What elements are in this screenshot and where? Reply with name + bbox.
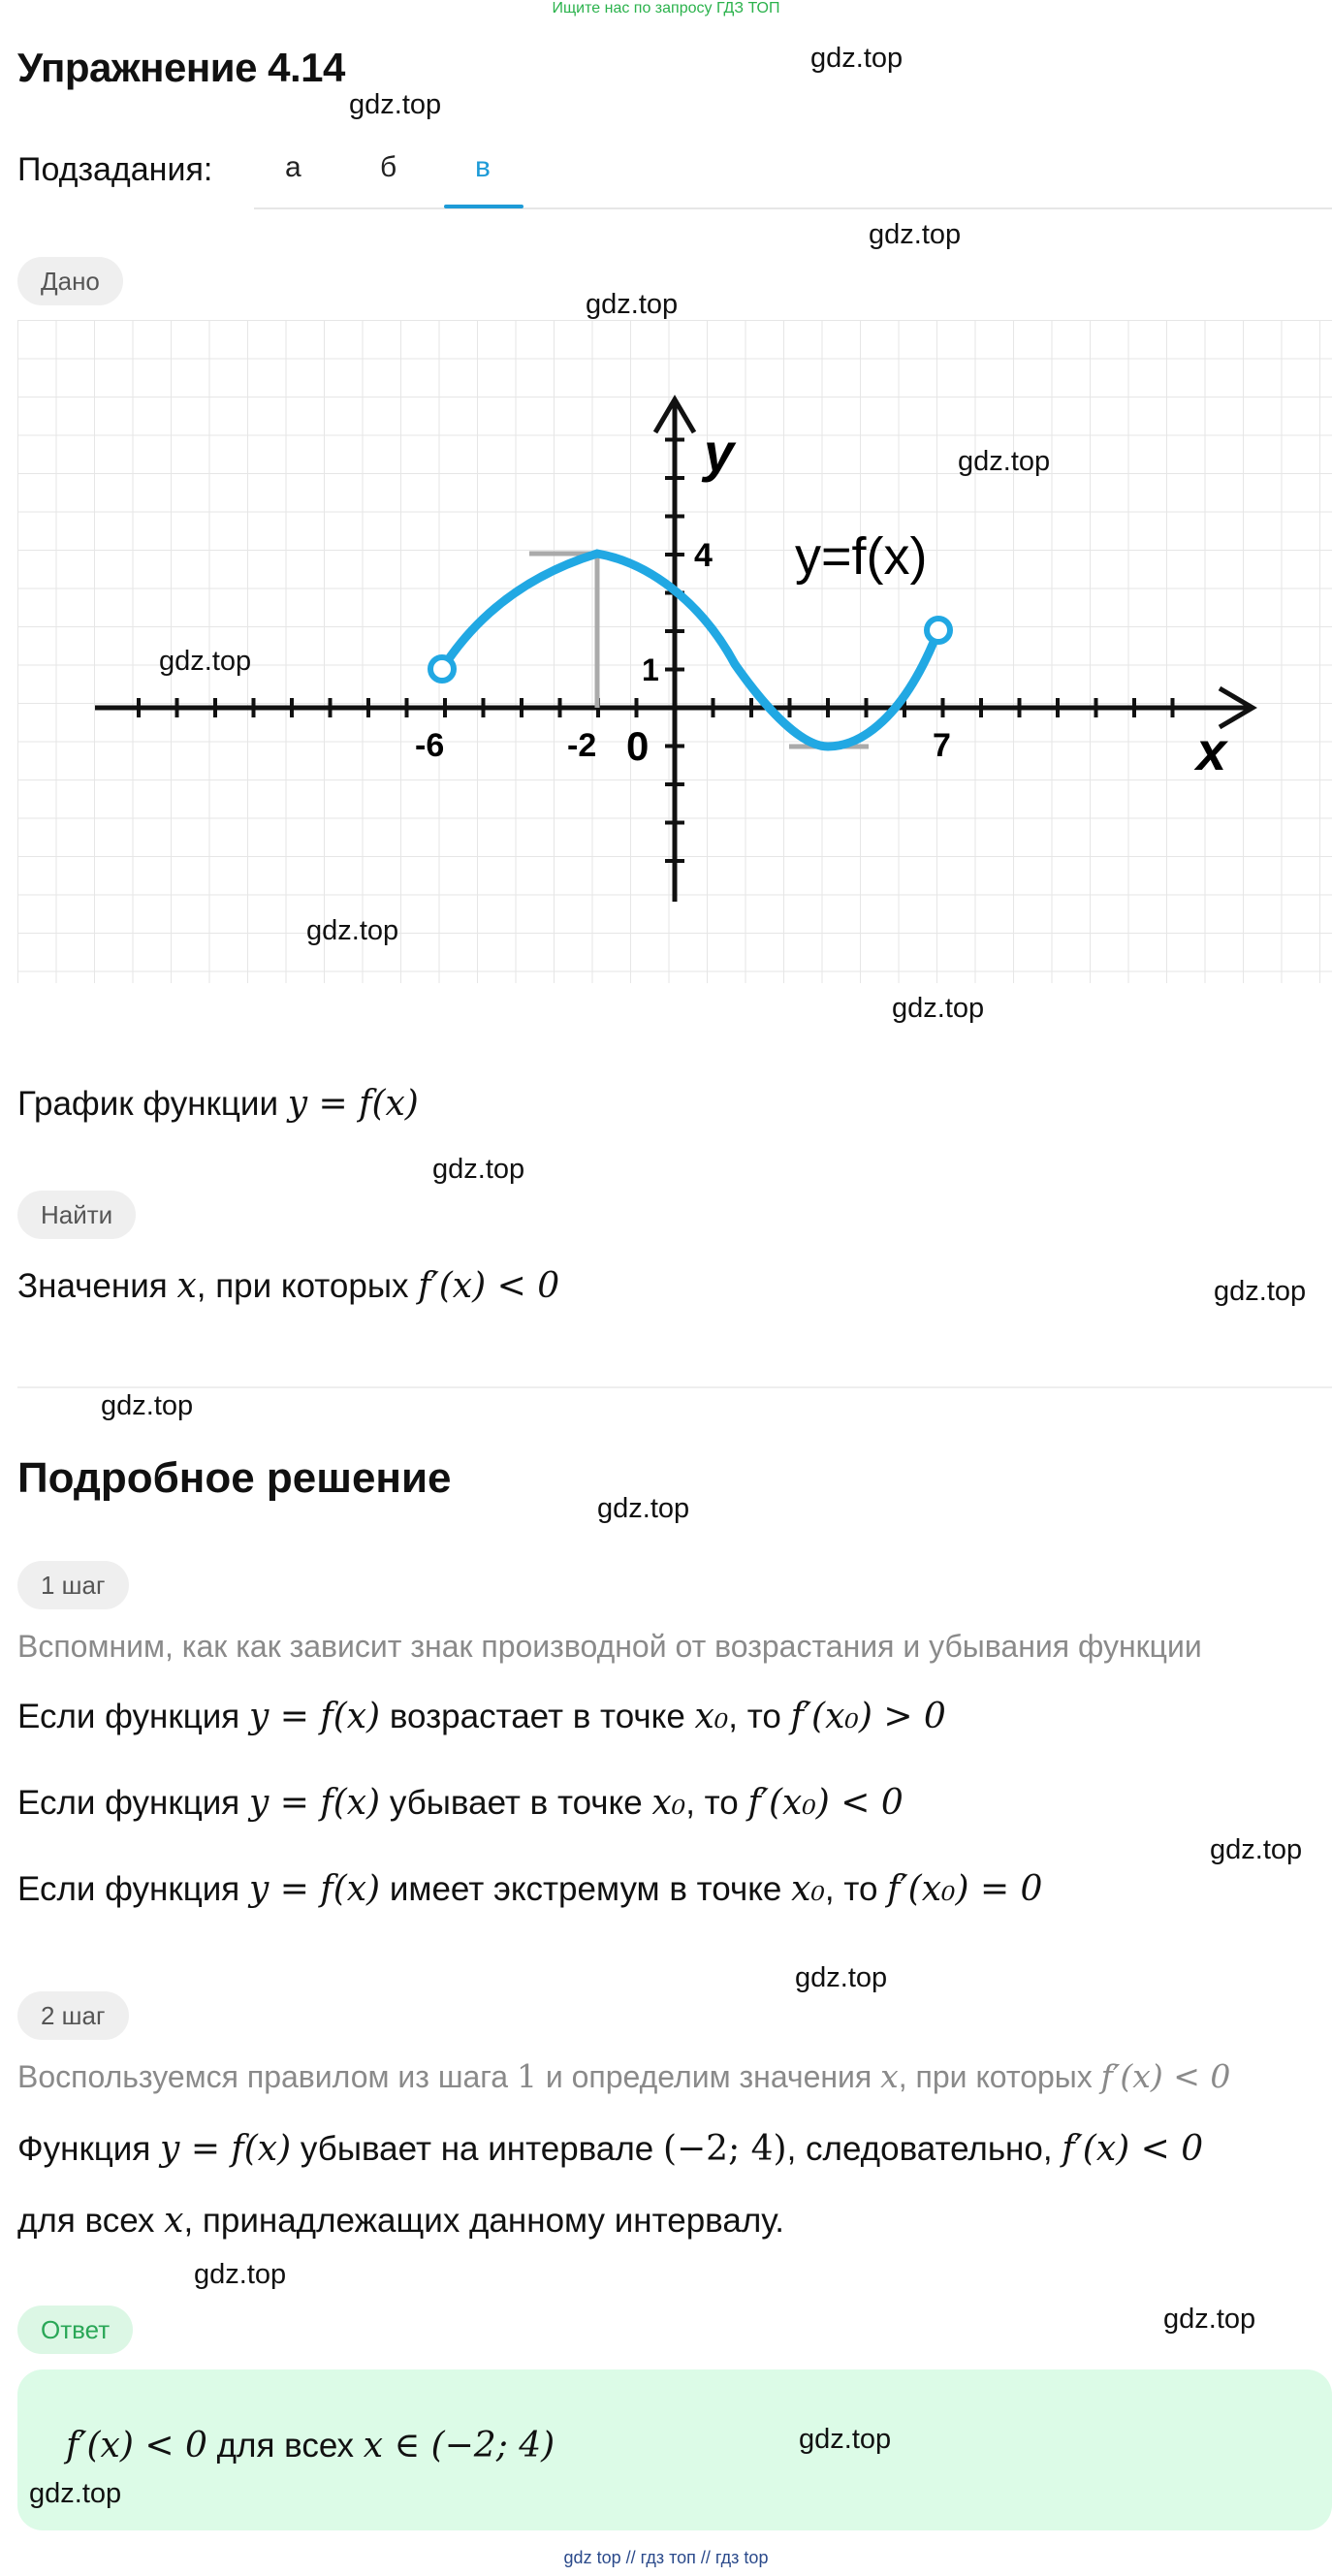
hint-text: Воспользуемся правилом из шага <box>17 2059 509 2094</box>
step1-hint: Вспомним, как как зависит знак производной от возрастания и убывания функции <box>17 1629 1202 1664</box>
section-divider <box>17 1386 1332 1388</box>
step2-line1 <box>17 2129 1203 2169</box>
rule-point: x₀ <box>694 1697 729 1736</box>
rule-decrease <box>17 1783 904 1823</box>
rule-formula: y = f(x) <box>248 1783 381 1823</box>
tab-b[interactable]: б <box>380 151 397 183</box>
hint-text: и определим значения <box>545 2059 872 2094</box>
tab-a[interactable]: а <box>285 151 301 183</box>
find-label-2: , при которых <box>196 1267 409 1305</box>
watermark: gdz.top <box>1214 1276 1307 1307</box>
watermark: gdz.top <box>432 1154 525 1185</box>
step2-var: x <box>164 2201 184 2241</box>
given-formula: y = f(x) <box>287 1084 419 1124</box>
step2-text: Функция <box>17 2130 151 2168</box>
find-formula: f′(x) < 0 <box>418 1266 560 1306</box>
step2-text: , следовательно, <box>786 2130 1053 2168</box>
solution-title: Подробное решение <box>17 1454 452 1502</box>
given-label: График функции <box>17 1085 278 1123</box>
watermark: gdz.top <box>958 446 1051 477</box>
given-text <box>17 1084 419 1124</box>
active-tab-indicator <box>444 205 523 208</box>
given-badge: Дано <box>17 257 123 305</box>
tab-v[interactable]: в <box>475 151 491 183</box>
rule-text: Если функция <box>17 1870 240 1908</box>
rule-text: имеет экстремум в точке <box>389 1870 782 1908</box>
find-text <box>17 1266 559 1306</box>
subtasks-label: Подзадания: <box>17 151 213 188</box>
rule-text: Если функция <box>17 1784 240 1822</box>
rule-text: , то <box>685 1784 739 1822</box>
step2-line2 <box>17 2201 784 2241</box>
watermark: gdz.top <box>810 43 904 74</box>
watermark: gdz.top <box>306 915 399 946</box>
rule-result: f′(x₀) < 0 <box>747 1783 904 1823</box>
watermark: gdz.top <box>159 646 252 677</box>
watermark: gdz.top <box>586 289 679 320</box>
rule-formula: y = f(x) <box>248 1697 381 1736</box>
step2-text: , принадлежащих данному интервалу. <box>183 2202 784 2240</box>
x-tick-label-7: 7 <box>933 727 951 764</box>
watermark: gdz.top <box>869 219 962 250</box>
watermark: gdz.top <box>194 2259 287 2290</box>
rule-point: x₀ <box>791 1869 825 1909</box>
rule-increase <box>17 1697 946 1736</box>
rule-extremum <box>17 1869 1042 1909</box>
step1-badge: 1 шаг <box>17 1561 129 1609</box>
origin-label: 0 <box>626 723 650 769</box>
x-tick-label-neg2: -2 <box>567 727 597 764</box>
answer-text <box>66 2426 555 2465</box>
curve-label: y=f(x) <box>795 527 928 586</box>
find-label: Значения <box>17 1267 168 1305</box>
hint-var: x <box>880 2057 899 2095</box>
answer-formula-2: x ∈ (−2; 4) <box>363 2426 555 2465</box>
watermark: gdz.top <box>1163 2304 1256 2335</box>
rule-text: убывает в точке <box>389 1784 643 1822</box>
step2-text: для всех <box>17 2202 155 2240</box>
rule-formula: y = f(x) <box>248 1869 381 1909</box>
answer-formula: f′(x) < 0 <box>66 2426 207 2465</box>
answer-badge: Ответ <box>17 2306 133 2354</box>
rule-point: x₀ <box>651 1783 686 1823</box>
step2-result: f′(x) < 0 <box>1062 2129 1204 2169</box>
step2-interval: (−2; 4) <box>662 2129 787 2169</box>
hint-text: , при которых <box>898 2059 1093 2094</box>
y-axis-label: y <box>704 422 735 483</box>
watermark: gdz.top <box>892 993 985 1024</box>
hint-formula: f′(x) < 0 <box>1100 2057 1231 2095</box>
find-var: x <box>176 1266 197 1306</box>
watermark: gdz.top <box>349 89 442 120</box>
y-tick-label-4: 4 <box>694 537 713 574</box>
step2-text: убывает на интервале <box>300 2130 654 2168</box>
footer-links: gdz top // гдз топ // гдз top <box>563 2548 769 2567</box>
page-title: Упражнение 4.14 <box>17 45 345 90</box>
step2-hint <box>17 2057 1230 2095</box>
y-tick-label-1: 1 <box>642 652 659 687</box>
watermark: gdz.top <box>795 1962 888 1993</box>
hint-number: 1 <box>516 2057 537 2095</box>
subtask-tabs <box>254 136 1332 209</box>
rule-text: Если функция <box>17 1698 240 1735</box>
rule-result: f′(x₀) > 0 <box>790 1697 946 1736</box>
rule-text: , то <box>824 1870 878 1908</box>
watermark: gdz.top <box>1210 1834 1303 1865</box>
watermark: gdz.top <box>101 1390 194 1421</box>
rule-text: , то <box>728 1698 781 1735</box>
top-banner: Ищите нас по запросу ГДЗ ТОП <box>552 0 780 16</box>
step2-formula: y = f(x) <box>160 2129 292 2169</box>
x-axis-label: x <box>1196 720 1227 781</box>
curve-end-point <box>927 619 950 642</box>
answer-label: для всех <box>216 2427 355 2465</box>
curve-start-point <box>430 657 454 681</box>
step2-badge: 2 шаг <box>17 1991 129 2040</box>
find-badge: Найти <box>17 1191 136 1239</box>
x-tick-label-neg6: -6 <box>415 727 445 764</box>
rule-text: возрастает в точке <box>389 1698 685 1735</box>
rule-result: f′(x₀) = 0 <box>887 1869 1043 1909</box>
watermark: gdz.top <box>597 1493 690 1524</box>
watermark: gdz.top <box>29 2478 122 2509</box>
watermark: gdz.top <box>799 2424 892 2455</box>
